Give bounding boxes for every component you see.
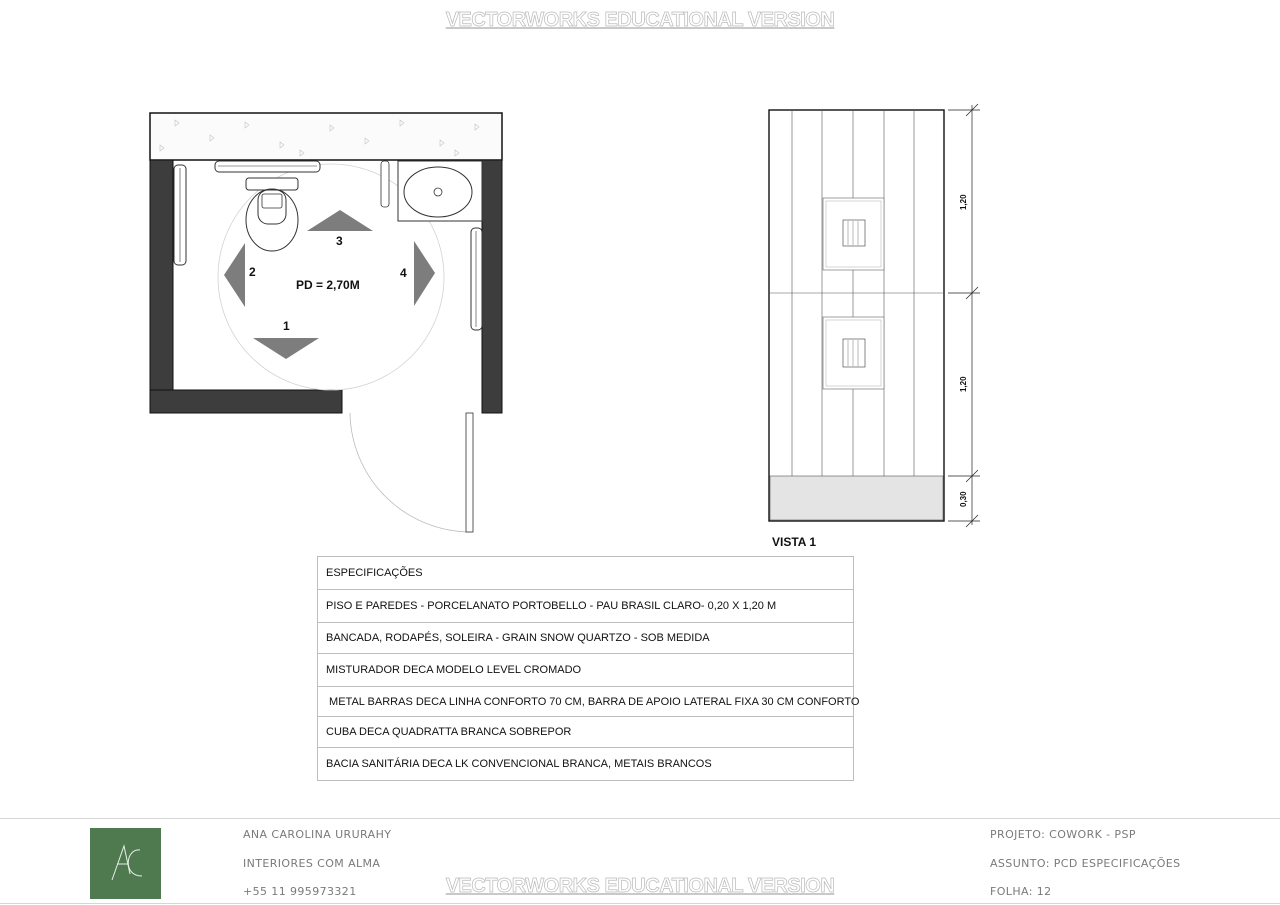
- grab-bar-right: [471, 228, 482, 330]
- dimension-line: [948, 104, 980, 527]
- wall-left: [150, 160, 173, 413]
- door-swing: [350, 413, 473, 532]
- watermark-top: VECTORWORKS EDUCATIONAL VERSION: [445, 9, 835, 31]
- spec-row-countertop: BANCADA, RODAPÉS, SOLEIRA - GRAIN SNOW QUARTZO - SOB MEDIDA: [318, 623, 853, 654]
- footer-folha: FOLHA: 12: [990, 885, 1052, 898]
- wall-fixture-upper-icon: [823, 198, 884, 270]
- spec-row-basin: CUBA DECA QUADRATTA BRANCA SOBREPOR: [318, 717, 853, 748]
- view-marker-1-icon: [253, 338, 319, 359]
- elevation-view: [769, 104, 980, 527]
- spec-row-mixer: MISTURADOR DECA MODELO LEVEL CROMADO: [318, 654, 853, 687]
- countertop-band: [150, 113, 502, 160]
- pd-label: PD = 2,70M: [296, 278, 360, 292]
- view-marker-2-icon: [224, 243, 245, 307]
- grab-bar-back: [215, 161, 320, 172]
- floor-plan: [150, 113, 502, 532]
- elevation-frame: [769, 110, 944, 521]
- dimension-label-base: 0,30: [959, 491, 968, 507]
- toilet-icon: [246, 178, 298, 251]
- footer-assunto: ASSUNTO: PCD ESPECIFICAÇÕES: [990, 857, 1181, 870]
- footer-name: ANA CAROLINA URURAHY: [243, 828, 392, 841]
- wall-right: [482, 160, 502, 413]
- spec-row-grab-bars: METAL BARRAS DECA LINHA CONFORTO 70 CM, BARRA DE APOIO LATERAL FIXA 30 CM CONFORTO: [318, 687, 853, 717]
- view-marker-2-label: 2: [249, 265, 256, 279]
- view-marker-4-label: 4: [400, 266, 407, 280]
- footer-projeto: PROJETO: COWORK - PSP: [990, 828, 1136, 841]
- elevation-title: VISTA 1: [772, 535, 817, 549]
- spec-row-floor-walls: PISO E PAREDES - PORCELANATO PORTOBELLO - PAU BRASIL CLARO- 0,20 X 1,20 M: [318, 590, 853, 623]
- view-marker-3-icon: [307, 210, 373, 231]
- spec-row-header: ESPECIFICAÇÕES: [318, 557, 853, 590]
- dimension-label-middle: 1,20: [959, 376, 968, 392]
- wall-bottom: [150, 390, 342, 413]
- view-marker-1-label: 1: [283, 319, 290, 333]
- spec-row-toilet: BACIA SANITÁRIA DECA LK CONVENCIONAL BRANCA, METAIS BRANCOS: [326, 758, 712, 770]
- footer-tagline: INTERIORES COM ALMA: [243, 857, 381, 870]
- watermark-bottom: VECTORWORKS EDUCATIONAL VERSION: [445, 875, 835, 897]
- wall-fixture-lower-icon: [823, 317, 884, 389]
- view-marker-4-icon: [414, 241, 435, 306]
- dimension-label-upper: 1,20: [959, 194, 968, 210]
- footer-divider: [0, 818, 1280, 819]
- view-marker-3-label: 3: [336, 234, 343, 248]
- footer-phone: +55 11 995973321: [243, 885, 357, 898]
- footer-divider-bottom: [0, 903, 1280, 904]
- specifications-table: [317, 556, 860, 781]
- base-band: [770, 476, 943, 520]
- sink-icon: [381, 161, 482, 221]
